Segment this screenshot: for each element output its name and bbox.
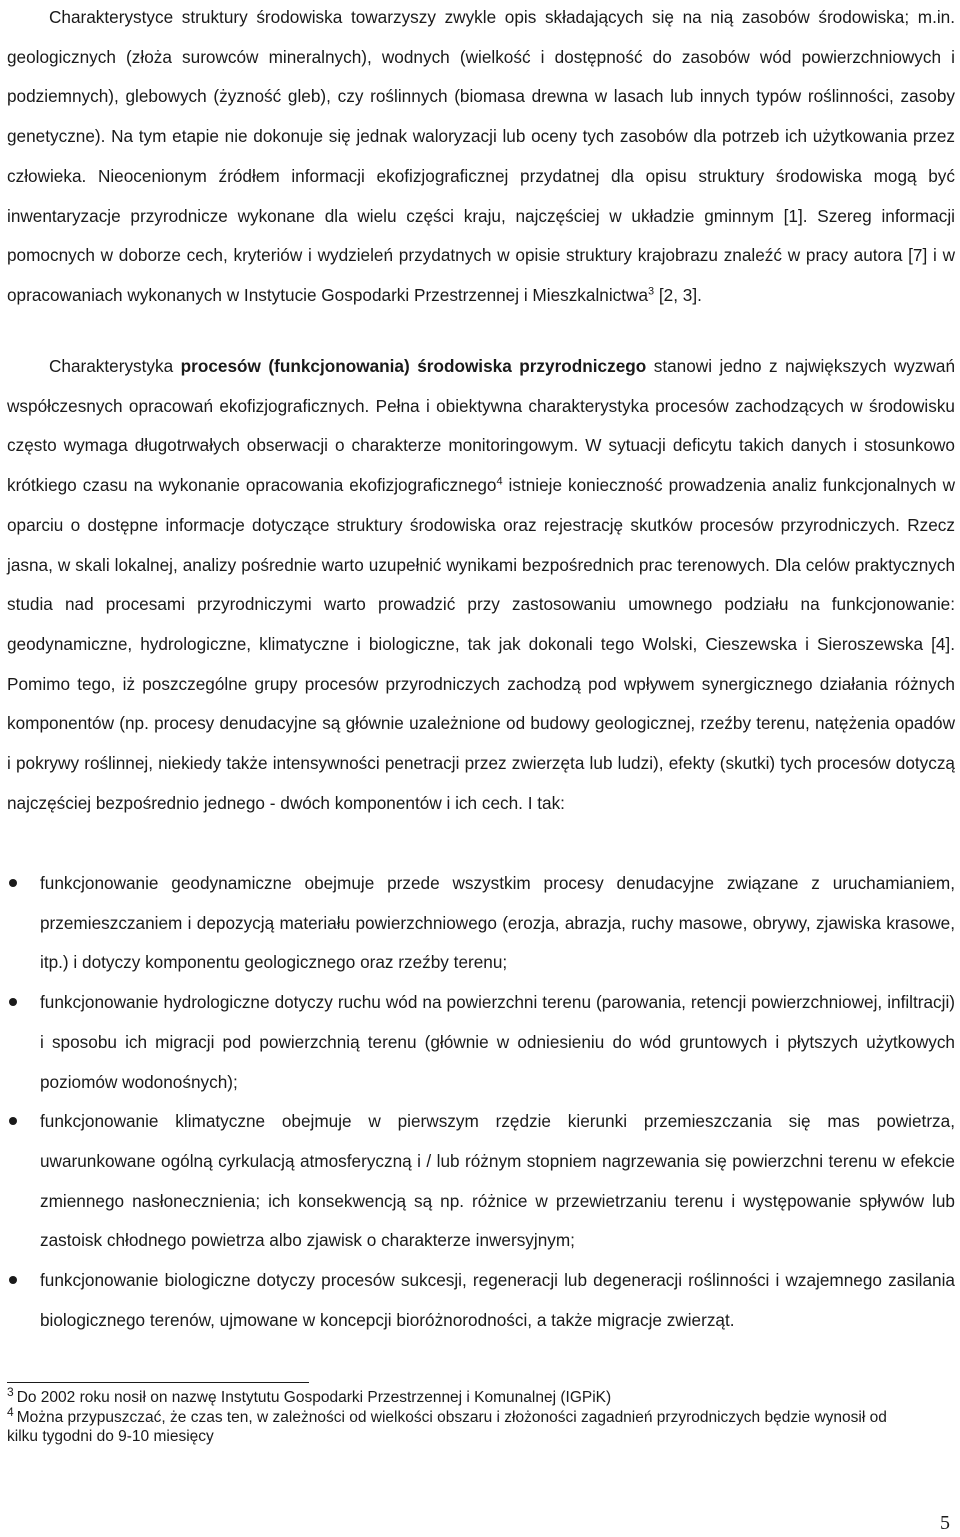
list-item-climatic: funkcjonowanie klimatyczne obejmuje w pierwszym rzędzie kierunki przemieszczania się mas powietrza, uwarunkowane ogólną cyrkulacją atmosferyczną i / lub różnym stopniem nagrzewania się powierzchni terenu w efekcie zmiennego nasłonecznienia; ich konsekwencją są np. różnice w przewietrzaniu terenu i występowanie spływów lub zastoisk chłodnego powietrza albo zjawisk o charakterze inwersyjnym; bbox=[7, 1102, 955, 1261]
bullet-icon bbox=[9, 1276, 17, 1284]
footnote-3: $^3$ Do 2002 roku nosił on nazwę Instytutu Gospodarki Przestrzennej i Komunalnej (IGPiK) bbox=[7, 1384, 612, 1406]
emphasis-processes: procesów (funkcjonowania) środowiska przyrodniczego bbox=[180, 356, 647, 376]
bullet-icon bbox=[9, 1117, 17, 1125]
footnote-ref-4[interactable]: 4 bbox=[496, 475, 503, 488]
list-item-hydrological: funkcjonowanie hydrologiczne dotyczy ruchu wód na powierzchni terenu (parowania, retencji powierzchniowej, infiltracji) i sposobu ich migracji pod powierzchnią terenu (głównie w odniesieniu do wód gruntowych i płytszych użytkowych poziomów wodonośnych); bbox=[7, 983, 955, 1102]
bullet-icon bbox=[9, 998, 17, 1006]
list-item-biological: funkcjonowanie biologiczne dotyczy procesów sukcesji, regeneracji lub degeneracji roślinności i wzajemnego zasilania biologicznego terenów, ujmowane w koncepcji bioróżnorodności, a także migracje zwierząt. bbox=[7, 1261, 955, 1340]
footnote-divider bbox=[7, 1382, 309, 1383]
page-number: 5 bbox=[940, 1512, 950, 1534]
list-item-geodynamic: funkcjonowanie geodynamiczne obejmuje przede wszystkim procesy denudacyjne związane z uruchamianiem, przemieszczaniem i depozycją materiału powierzchniowego (erozja, abrazja, ruchy masowe, obrywy, zjawiska krasowe, itp.) i dotyczy komponentu geologicznego oraz rzeźby terenu; bbox=[7, 864, 955, 983]
paragraph-environment-structure: Charakterystyce struktury środowiska towarzyszy zwykle opis składających się na nią zasobów środowiska; m.in. geologicznych (złoża surowców mineralnych), wodnych (wielkość i dostępność do zasobów wód powierzchniowych i podziemnych), glebowych (żyzność gleb), czy roślinnych (biomasa drewna w lasach lub innych typów roślinności, zasoby genetyczne). Na tym etapie nie dokonuje się jednak waloryzacji lub oceny tych zasobów dla potrzeb ich użytkowania przez człowieka. Nieocenionym źródłem informacji ekofizjograficznej przydatnej dla opisu struktury środowiska mogą być inwentaryzacje przyrodnicze wykonane dla wielu części kraju, najczęściej w układzie gminnym [1]. Szereg informacji pomocnych w doborze cech, kryteriów i wydzieleń przydatnych w opisie struktury krajobrazu znaleźć w pracy autora [7] i w opracowaniach wykonanych w Instytucie Gospodarki Przestrzennej i Mieszkalnictwa$^3$ [2, 3]. bbox=[7, 7, 955, 305]
paragraph-environment-processes: Charakterystyka procesów (funkcjonowania) środowiska przyrodniczego stanowi jedno z największych wyzwań współczesnych opracowań ekofizjograficznych. Pełna i obiektywna charakterystyka procesów zachodzących w środowisku często wymaga długotrwałych obserwacji o charakterze monitoringowym. W sytuacji deficytu takich danych i stosunkowo krótkiego czasu na wykonanie opracowania ekofizjograficznego$^4$ istnieje konieczność prowadzenia analiz funkcjonalnych w oparciu o dostępne informacje dotyczące struktury środowiska oraz rejestrację skutków procesów przyrodniczych. Rzecz jasna, w skali lokalnej, analizy pośrednie warto uzupełnić wynikami bezpośrednich prac terenowych. Dla celów praktycznych studia nad procesami przyrodniczymi warto prowadzić przy zastosowaniu umownego podziału na funkcjonowanie: geodynamiczne, hydrologiczne, klimatyczne i biologiczne, tak jak dokonali tego Wolski, Cieszewska i Sieroszewska [4]. Pomimo tego, iż poszczególne grupy procesów przyrodniczych zachodzą pod wpływem synergicznego działania różnych komponentów (np. procesy denudacyjne są głównie uzależnione od budowy geologicznej, rzeźby terenu, natężenia opadów i pokrywy roślinnej, niekiedy także intensywności penetracji przez zwierzęta lub ludzi), efekty (skutki) tych procesów dotyczą najczęściej bezpośrednio jednego - dwóch komponentów i ich cech. I tak: bbox=[7, 356, 956, 813]
footnote-4: $^4$ Można przypuszczać, że czas ten, w zależności od wielkości obszaru i złożoności zagadnień przyrodniczych będzie wynosił od kilku tygodni do 9-10 miesięcy bbox=[7, 1404, 887, 1445]
footnotes bbox=[7, 1384, 907, 1447]
bullet-icon bbox=[9, 879, 17, 887]
footnote-ref-3[interactable]: 3 bbox=[648, 285, 655, 298]
functioning-types-list bbox=[7, 864, 955, 1340]
